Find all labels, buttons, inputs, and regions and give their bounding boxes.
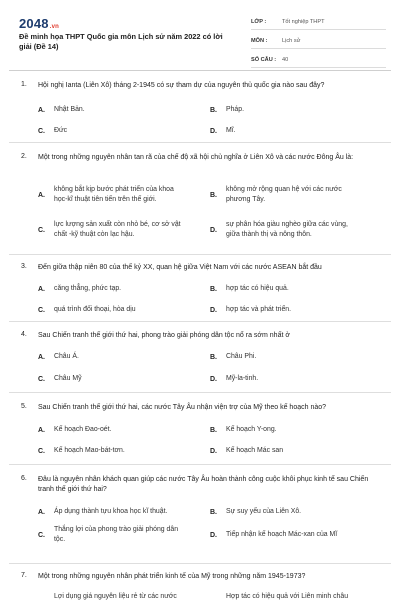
option-text: Tiếp nhận kế hoạch Mác-xan của Mĩ	[226, 531, 338, 538]
option-letter: D.	[210, 306, 217, 314]
question-text: Đâu là nguyên nhân khách quan giúp các nước Tây Âu hoàn thành công cuộc khôi phục kinh tế sau Chiến tranh thế giới thứ hai?	[38, 476, 369, 493]
option-text: Sự suy yếu của Liên Xô.	[226, 508, 302, 515]
option-text: không mở rộng quan hệ với các nước phương Tây.	[226, 186, 342, 203]
option-d[interactable]	[210, 446, 370, 456]
option-text: Nhật Bản.	[54, 106, 85, 113]
option-d[interactable]	[210, 305, 370, 315]
option-b[interactable]	[210, 284, 370, 294]
option-text: Châu Á.	[54, 353, 79, 360]
question-text: Đến giữa thập niên 80 của thế kỷ XX, quan hệ giữa Việt Nam với các nước ASEAN bắt đầu	[38, 264, 322, 271]
question-divider	[9, 254, 391, 255]
option-text: hợp tác và phát triển.	[226, 306, 292, 313]
site-logo[interactable]	[19, 16, 59, 31]
option-letter: D.	[210, 531, 217, 539]
question-divider	[9, 563, 391, 564]
option-c[interactable]	[38, 374, 196, 384]
option-letter: A.	[38, 106, 45, 114]
option-text: Châu Phi.	[226, 353, 257, 360]
question-number: 5.	[21, 403, 27, 410]
option-letter: B.	[210, 106, 217, 114]
option-letter: A.	[38, 508, 45, 516]
option-text: sự phân hóa giàu nghèo giữa các vùng, giữa thành thị và nông thôn.	[226, 221, 348, 238]
document-header	[0, 0, 400, 64]
option-a[interactable]	[38, 352, 196, 362]
option-text: quá trình đối thoại, hòa dịu	[54, 306, 136, 313]
option-a[interactable]	[38, 185, 196, 205]
logo-main: 2048	[19, 16, 49, 31]
question-number: 6.	[21, 475, 27, 482]
question-divider	[9, 321, 391, 322]
option-letter: B.	[210, 285, 217, 293]
option-letter: D.	[210, 226, 217, 234]
option-a[interactable]	[54, 592, 212, 602]
option-letter: A.	[38, 191, 45, 199]
question-text: Hội nghị Ianta (Liên Xô) tháng 2-1945 có sự tham dự của nguyên thủ quốc gia nào sau đây?	[38, 82, 325, 89]
question-number: 1.	[21, 81, 27, 88]
option-d[interactable]	[210, 126, 370, 136]
option-text: căng thẳng, phức tạp.	[54, 285, 122, 292]
option-a[interactable]	[38, 425, 196, 435]
logo-suffix: .vn	[49, 24, 60, 30]
option-d[interactable]	[210, 374, 370, 384]
option-letter: C.	[38, 306, 45, 314]
meta-row-subject	[251, 34, 386, 49]
option-letter: C.	[38, 375, 45, 383]
document-title: Đề minh họa THPT Quốc gia môn Lịch sử năm 2022 có lời giải (Đề 14)	[19, 32, 223, 51]
option-b[interactable]	[210, 105, 370, 115]
option-letter: D.	[210, 127, 217, 135]
option-letter: C.	[38, 226, 45, 234]
option-b[interactable]	[226, 592, 386, 602]
meta-label: SỐ CÂU :	[251, 57, 277, 63]
option-text: Thắng lợi của phong trào giải phóng dân tộc.	[54, 526, 179, 543]
option-text: Kế hoạch Đao-oét.	[54, 426, 112, 433]
question-text: Một trong những nguyên nhân tan rã của chế độ xã hội chủ nghĩa ở Liên Xô và các nước Đông Âu là:	[38, 154, 354, 161]
question-text: Sau Chiến tranh thế giới thứ hai, phong trào giải phóng dân tộc nổ ra sớm nhất ở	[38, 332, 290, 339]
option-text: Áp dụng thành tựu khoa học kĩ thuật.	[54, 508, 168, 515]
question-number: 7.	[21, 572, 27, 579]
question-text: Một trong những nguyên nhân phát triển kinh tế của Mỹ trong những năm 1945-1973?	[38, 573, 306, 580]
option-c[interactable]	[38, 446, 196, 456]
option-text: lực lượng sản xuất còn nhỏ bé, cơ sở vật chất -kỹ thuật còn lạc hậu.	[54, 221, 181, 238]
option-letter: A.	[38, 426, 45, 434]
question-number: 4.	[21, 331, 27, 338]
option-text: Châu Mỹ	[54, 375, 82, 382]
question-text: Sau Chiến tranh thế giới thứ hai, các nước Tây Âu nhận viện trợ của Mỹ theo kế hoạch nào?	[38, 404, 327, 411]
option-c[interactable]	[38, 126, 196, 136]
option-letter: B.	[210, 426, 217, 434]
meta-label: MÔN :	[251, 38, 268, 44]
meta-value: Lịch sử	[282, 38, 301, 44]
option-letter: A.	[38, 285, 45, 293]
option-b[interactable]	[210, 352, 370, 362]
option-text: Pháp.	[226, 106, 245, 113]
option-letter: A.	[38, 353, 45, 361]
option-c[interactable]	[38, 525, 196, 545]
meta-label: LỚP :	[251, 19, 267, 25]
meta-value: Tốt nghiệp THPT	[282, 19, 325, 25]
option-text: hợp tác có hiệu quả.	[226, 285, 289, 292]
question-divider	[9, 392, 391, 393]
option-letter: B.	[210, 191, 217, 199]
option-text: Kế hoạch Y-ong.	[226, 426, 277, 433]
option-text: Mĩ.	[226, 127, 236, 134]
option-text: Hợp tác có hiệu quả với Liên minh châu	[226, 593, 349, 600]
question-divider	[9, 464, 391, 465]
option-letter: D.	[210, 447, 217, 455]
option-text: Lợi dụng giá nguyên liệu rẻ từ các nước	[54, 593, 177, 600]
document-meta	[251, 15, 386, 72]
meta-row-count	[251, 53, 386, 68]
option-letter: B.	[210, 353, 217, 361]
option-b[interactable]	[210, 425, 370, 435]
question-number: 2.	[21, 153, 27, 160]
question-divider	[9, 142, 391, 143]
option-text: Kế hoạch Mác san	[226, 447, 284, 454]
option-b[interactable]	[210, 507, 370, 517]
header-divider	[9, 70, 391, 71]
option-letter: B.	[210, 508, 217, 516]
option-b[interactable]	[210, 185, 370, 205]
question-number: 3.	[21, 263, 27, 270]
option-c[interactable]	[38, 220, 196, 240]
option-d[interactable]	[210, 220, 370, 240]
option-a[interactable]	[38, 105, 196, 115]
option-text: Mỹ-la-tinh.	[226, 375, 259, 382]
option-d[interactable]	[210, 530, 370, 540]
option-letter: D.	[210, 375, 217, 383]
option-text: không bắt kịp bước phát triển của khoa học-kĩ thuật tiên tiến trên thế giới.	[54, 186, 174, 203]
meta-value: 40	[282, 57, 289, 63]
option-letter: C.	[38, 531, 45, 539]
option-c[interactable]	[38, 305, 196, 315]
option-letter: C.	[38, 127, 45, 135]
meta-row-class	[251, 15, 386, 30]
option-a[interactable]	[38, 507, 196, 517]
option-letter: C.	[38, 447, 45, 455]
option-text: Kế hoạch Mao-bát-tơn.	[54, 447, 125, 454]
option-text: Đức	[54, 127, 68, 134]
option-a[interactable]	[38, 284, 196, 294]
